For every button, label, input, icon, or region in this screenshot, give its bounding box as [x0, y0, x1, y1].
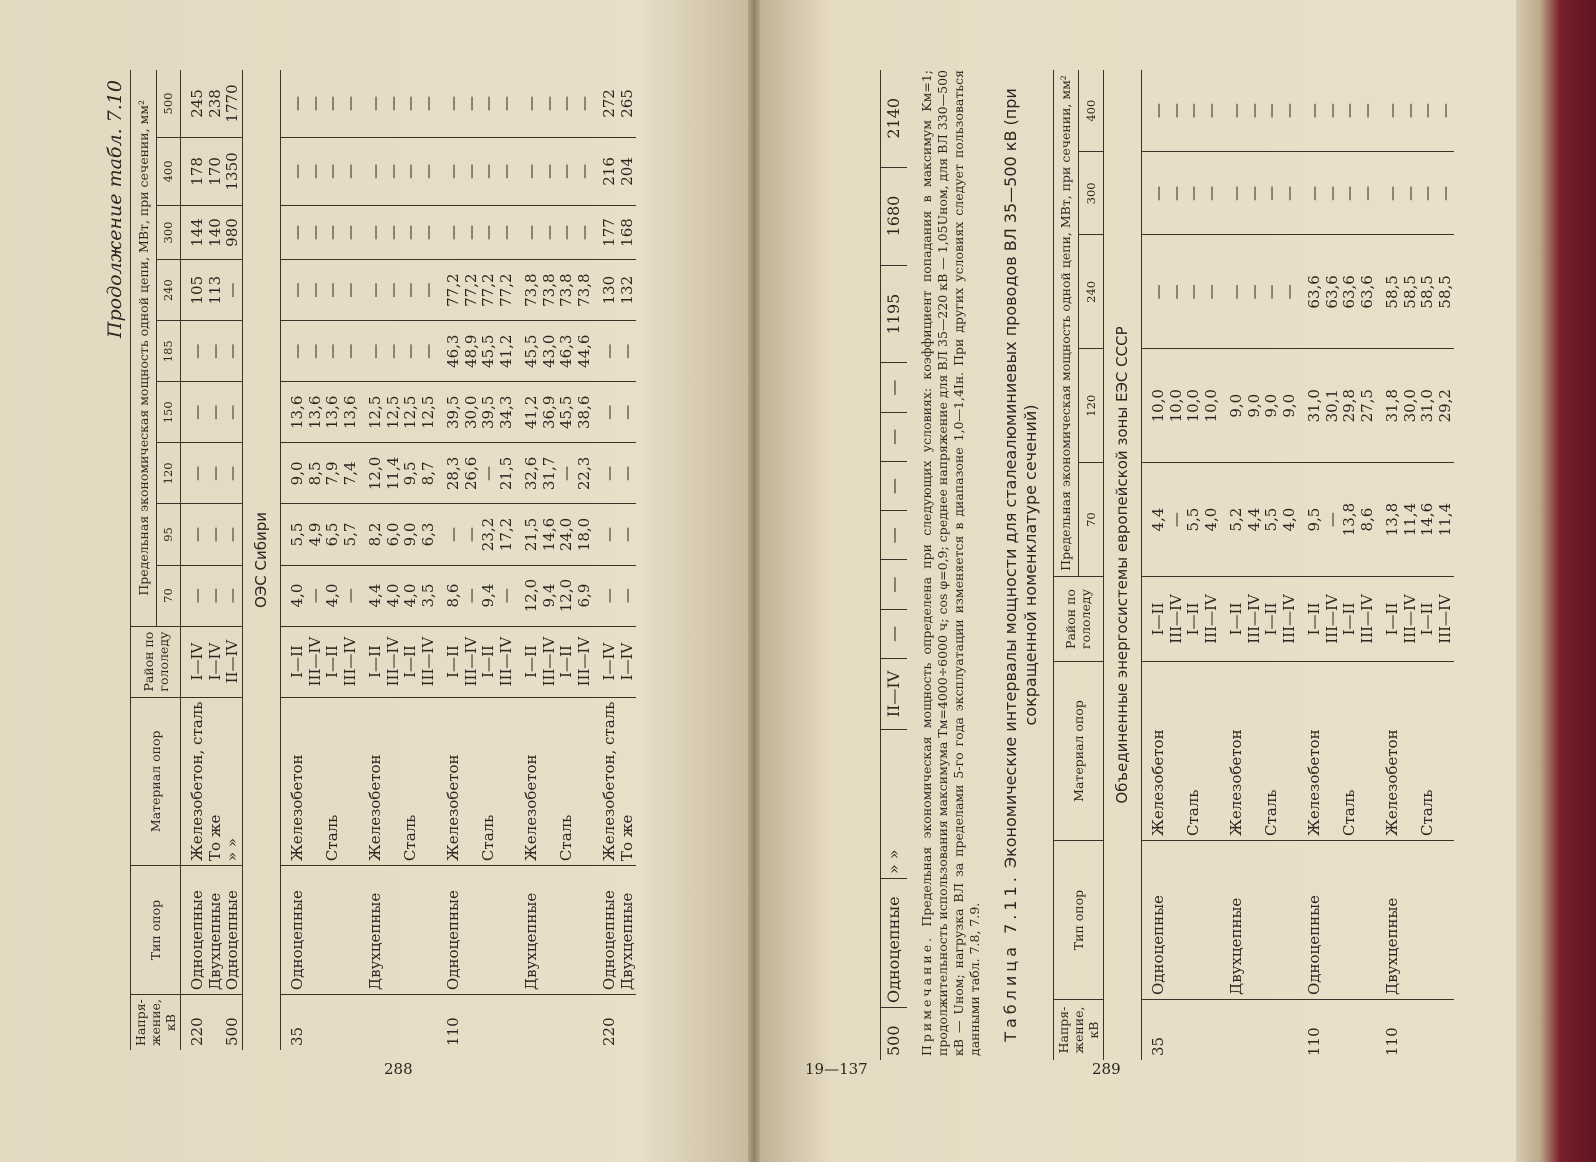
cell-material: Железобетон Сталь: [1376, 662, 1454, 841]
table-7-10-end: [880, 70, 907, 1060]
cell-material: Железобетон, сталь: [181, 697, 207, 865]
header-section-120: 120: [156, 443, 180, 504]
cell-value: 39,5 30,0 39,5 34,3: [437, 382, 515, 443]
cell-value: — —: [593, 565, 636, 626]
cell-value: — — — —: [1376, 152, 1454, 235]
cell-value: — — — —: [1376, 70, 1454, 152]
cell-value: — — — —: [359, 137, 437, 205]
cell-material: Железобетон Сталь: [515, 697, 593, 865]
cell-value: — — — —: [515, 137, 593, 205]
page-number-right: 289: [1092, 1060, 1121, 1078]
left-page-content: [100, 70, 740, 1050]
cell-value: 170: [207, 137, 225, 205]
cell-material: » »: [881, 730, 907, 879]
cell-material: То же: [207, 697, 225, 865]
cell-material: Железобетон Сталь: [437, 697, 515, 865]
header-section-95: 95: [156, 504, 180, 565]
cell-value: 12,0 9,4 12,0 6,9: [515, 565, 593, 626]
continuation-title: Продолжение табл. 7.10: [104, 80, 126, 339]
cell-type: Двухцепные: [1220, 841, 1298, 1000]
cell-value: 10,0 10,0 10,0 10,0: [1142, 349, 1221, 463]
cell-value: 272 265: [593, 70, 636, 137]
header-section-300: 300: [1079, 152, 1103, 235]
cell-value: 1350: [224, 137, 242, 205]
header-section-70: 70: [156, 565, 180, 626]
cell-value: 113: [207, 260, 225, 321]
cell-type: Одноцепные: [1298, 841, 1376, 1000]
cell-region: II—IV: [881, 659, 907, 730]
cell-value: 5,2 4,4 5,5 4,0: [1220, 463, 1298, 577]
cell-value: — — — —: [281, 260, 360, 321]
cell-voltage: 500: [881, 1008, 907, 1061]
cell-value: —: [881, 560, 907, 609]
cell-value: 13,8 11,4 14,6 11,4: [1376, 463, 1454, 577]
cell-region: I—IV: [207, 626, 225, 697]
cell-value: —: [181, 565, 207, 626]
cell-region: I—II III—IV I—II III—IV: [437, 626, 515, 697]
table-row: [207, 70, 225, 1050]
cell-voltage: 35: [1149, 1036, 1167, 1056]
cell-value: 28,3 26,6 — 21,5: [437, 443, 515, 504]
cell-value: —: [224, 321, 242, 382]
cell-value: 9,0 8,5 7,9 7,4: [281, 443, 360, 504]
cell-value: 245: [181, 70, 207, 137]
cell-value: —: [207, 321, 225, 382]
table-row-group: [281, 70, 360, 1050]
cell-type: Двухцепные: [1376, 841, 1454, 1000]
cell-value: 41,2 36,9 45,5 38,6: [515, 382, 593, 443]
cell-voltage: 110: [444, 1017, 462, 1046]
cell-value: 216 204: [593, 137, 636, 205]
cell-value: 5,5 4,9 6,5 5,7: [281, 504, 360, 565]
cell-type: Одноцепные: [281, 866, 360, 995]
cell-voltage: [515, 995, 593, 1050]
header-section-120: 120: [1079, 349, 1103, 463]
header-section-70: 70: [1079, 463, 1103, 577]
cell-value: — — — —: [359, 260, 437, 321]
right-page-content: [880, 70, 1454, 1060]
cell-type: Одноцепные: [881, 879, 907, 1008]
header-region: Район по гололеду: [131, 626, 181, 697]
cell-value: 178: [181, 137, 207, 205]
cell-value: —: [224, 443, 242, 504]
table-row-group: [1220, 70, 1298, 1060]
cell-value: —: [207, 565, 225, 626]
cell-voltage: 35: [288, 1026, 306, 1046]
header-voltage: Напря-жение, кВ: [131, 995, 181, 1050]
table-row-group: [1376, 70, 1454, 1060]
cell-value: — — — —: [359, 70, 437, 137]
cell-region: I—IV I—IV: [593, 626, 636, 697]
cell-type: Одноцепные Двухцепные: [593, 866, 636, 995]
cell-value: — — — —: [1298, 152, 1376, 235]
cell-region: II—IV: [224, 626, 242, 697]
header-section-240: 240: [156, 260, 180, 321]
cell-value: 21,5 14,6 24,0 18,0: [515, 504, 593, 565]
cell-value: —: [881, 511, 907, 560]
cell-type: Одноцепные: [181, 866, 207, 995]
cell-type: Двухцепные: [207, 866, 225, 995]
cell-value: — — — —: [1142, 70, 1221, 152]
header-type: Тип опор: [131, 866, 181, 995]
cell-value: 1770: [224, 70, 242, 137]
cell-value: 105: [181, 260, 207, 321]
cell-value: 980: [224, 205, 242, 259]
cell-value: 45,5 43,0 46,3 44,6: [515, 321, 593, 382]
header-section-240: 240: [1079, 235, 1103, 349]
cell-material: Железобетон Сталь: [1220, 662, 1298, 841]
header-section-150: 150: [156, 382, 180, 443]
cell-value: 130 132: [593, 260, 636, 321]
table-note: [919, 70, 983, 1060]
cell-value: 4,4 — 5,5 4,0: [1142, 463, 1221, 577]
cell-region: I—II III—IV I—II III—IV: [515, 626, 593, 697]
cell-value: — — — —: [437, 205, 515, 259]
cell-value: — —: [593, 443, 636, 504]
header-power-group: Предельная экономическая мощность одной цепи, МВт, при сечении, мм²: [1053, 70, 1079, 577]
table-row: [881, 70, 907, 1060]
table-row-group: [593, 70, 636, 1050]
cell-value: —: [224, 504, 242, 565]
section-row: [242, 70, 281, 1050]
cell-value: — — — —: [515, 70, 593, 137]
cell-voltage: 110: [1305, 1027, 1323, 1056]
cell-value: — — — —: [515, 205, 593, 259]
cell-value: — — — —: [359, 321, 437, 382]
cell-value: —: [881, 462, 907, 511]
page-number-left: 288: [384, 1060, 413, 1078]
section-label: Объединенные энергосистемы европейской зоны ЕЭС СССР: [1103, 70, 1142, 1060]
table-7-10-continued: [130, 70, 636, 1050]
cell-value: 1680: [881, 167, 907, 265]
cell-value: — — — —: [1220, 152, 1298, 235]
table-row: [181, 70, 207, 1050]
cell-value: — —: [593, 321, 636, 382]
cell-value: 73,8 73,8 73,8 73,8: [515, 260, 593, 321]
cell-value: — — — —: [359, 205, 437, 259]
note-text: Предельная экономическая мощность определена при следующих условиях: коэффициент попадания в максимум Kм=1; продолжительность использования максимума Tм=4000÷6000 ч; cos φ=0,9; среднее напряжение для ВЛ 35—220 кВ — 1,05Uном, для ВЛ 330—500 кВ — Uном; нагрузка ВЛ за пределами 5-го года эксплуатации изменяется в диапазоне 1,0—1,4Iн. При других условиях следует пользоваться данными табл. 7.8, 7.9.: [918, 70, 982, 1056]
cell-value: — —: [593, 504, 636, 565]
cell-value: 4,4 4,0 4,0 3,5: [359, 565, 437, 626]
cell-value: 9,0 9,0 9,0 9,0: [1220, 349, 1298, 463]
cell-material: Железобетон, сталь То же: [593, 697, 636, 865]
section-label: ОЭС Сибири: [242, 70, 281, 1050]
cell-value: —: [207, 382, 225, 443]
header-material: Материал опор: [1053, 662, 1103, 841]
book-gutter: [748, 0, 760, 1162]
cell-value: 12,0 11,4 9,5 8,7: [359, 443, 437, 504]
cell-value: 12,5 12,5 12,5 12,5: [359, 382, 437, 443]
cell-value: —: [224, 565, 242, 626]
cell-value: 58,5 58,5 58,5 58,5: [1376, 235, 1454, 349]
header-type: Тип опор: [1053, 841, 1103, 1000]
cell-voltage: 220: [600, 1017, 618, 1046]
right-groups: [1142, 70, 1455, 1060]
cell-voltage: [1220, 1000, 1298, 1061]
cell-value: — — — —: [1142, 152, 1221, 235]
cell-value: — — — —: [437, 70, 515, 137]
cell-value: 13,6 13,6 13,6 13,6: [281, 382, 360, 443]
header-section-300: 300: [156, 205, 180, 259]
table-7-11-title: [1001, 70, 1041, 1060]
cell-value: 32,6 31,7 — 22,3: [515, 443, 593, 504]
header-section-185: 185: [156, 321, 180, 382]
note-label: Примечание.: [918, 934, 934, 1056]
cell-region: I—II III—IV I—II III—IV: [359, 626, 437, 697]
cell-value: — —: [593, 382, 636, 443]
cell-value: —: [181, 382, 207, 443]
cell-material: Железобетон Сталь: [1298, 662, 1376, 841]
table-row-group: [515, 70, 593, 1050]
header-section-500: 500: [156, 70, 180, 137]
cell-voltage: [207, 995, 225, 1050]
cell-value: —: [224, 382, 242, 443]
cell-value: — — — —: [1298, 70, 1376, 152]
cell-value: 144: [181, 205, 207, 259]
cell-voltage: 110: [1383, 1027, 1401, 1056]
cell-type: Двухцепные: [515, 866, 593, 995]
cell-value: 77,2 77,2 77,2 77,2: [437, 260, 515, 321]
cell-value: —: [881, 363, 907, 412]
cell-value: 177 168: [593, 205, 636, 259]
cell-value: —: [881, 412, 907, 461]
cell-value: —: [181, 321, 207, 382]
cell-value: —: [207, 504, 225, 565]
signature-mark: 19—137: [805, 1060, 868, 1078]
cell-type: Двухцепные: [359, 866, 437, 995]
cell-value: — — — —: [281, 137, 360, 205]
cell-value: — — — —: [281, 70, 360, 137]
header-material: Материал опор: [131, 697, 181, 865]
header-region: Район по гололеду: [1053, 577, 1103, 662]
cell-material: Железобетон Сталь: [359, 697, 437, 865]
cell-value: 46,3 48,9 45,5 41,2: [437, 321, 515, 382]
cell-region: I—II III—IV I—II III—IV: [1142, 577, 1221, 662]
cell-value: — — — —: [281, 321, 360, 382]
cell-value: 8,6 — 9,4 —: [437, 565, 515, 626]
cell-value: —: [207, 443, 225, 504]
table-row-group: [437, 70, 515, 1050]
cell-value: 31,8 30,0 31,0 29,2: [1376, 349, 1454, 463]
cell-value: — — — —: [1220, 70, 1298, 152]
cell-value: 4,0 — 4,0 —: [281, 565, 360, 626]
cell-region: I—II III—IV I—II III—IV: [1298, 577, 1376, 662]
cell-value: 63,6 63,6 63,6 63,6: [1298, 235, 1376, 349]
table-row-group: [1142, 70, 1221, 1060]
header-section-400: 400: [1079, 70, 1103, 152]
header-voltage: Напря-жение, кВ: [1053, 1000, 1103, 1061]
cell-value: 140: [207, 205, 225, 259]
header-section-400: 400: [156, 137, 180, 205]
cell-value: — — 23,2 17,2: [437, 504, 515, 565]
table-row-group: [359, 70, 437, 1050]
cell-region: I—II III—IV I—II III—IV: [1220, 577, 1298, 662]
cell-value: — — — —: [1220, 235, 1298, 349]
cell-value: —: [181, 443, 207, 504]
cell-type: Одноцепные: [224, 866, 242, 995]
cell-region: I—II III—IV I—II III—IV: [1376, 577, 1454, 662]
cell-value: — — — —: [1142, 235, 1221, 349]
cell-value: — — — —: [437, 137, 515, 205]
cell-value: 2140: [881, 70, 907, 167]
table-row-group: [1298, 70, 1376, 1060]
cell-material: Железобетон Сталь: [281, 697, 360, 865]
cell-value: 8,2 6,0 9,0 6,3: [359, 504, 437, 565]
cell-region: I—II III—IV I—II III—IV: [281, 626, 360, 697]
table-title-text: Экономические интервалы мощности для сталеалюминиевых проводов ВЛ 35—500 кВ (при сокращенной номенклатуре сечений): [1000, 88, 1040, 869]
cell-value: — — — —: [281, 205, 360, 259]
cell-region: I—IV: [181, 626, 207, 697]
table-7-11: [1053, 70, 1455, 1060]
cell-value: —: [224, 260, 242, 321]
section-row: [1103, 70, 1142, 1060]
cell-value: 238: [207, 70, 225, 137]
cell-value: 31,0 30,1 29,8 27,5: [1298, 349, 1376, 463]
cell-value: —: [181, 504, 207, 565]
cell-value: 1195: [881, 265, 907, 363]
cell-voltage: 220: [188, 1017, 206, 1046]
book-edge: [1516, 0, 1596, 1162]
left-groups: [281, 70, 637, 1050]
header-power-group: Предельная экономическая мощность одной цепи, МВт, при сечении, мм²: [131, 70, 157, 626]
cell-type: Одноцепные: [437, 866, 515, 995]
cell-voltage: 500: [223, 1017, 241, 1046]
cell-type: Одноцепные: [1142, 841, 1221, 1000]
table-label: Таблица 7.11.: [1000, 873, 1020, 1042]
cell-material: » »: [224, 697, 242, 865]
cell-value: 9,5 — 13,8 8,6: [1298, 463, 1376, 577]
cell-voltage: [359, 995, 437, 1050]
cell-value: —: [881, 609, 907, 658]
cell-material: Железобетон Сталь: [1142, 662, 1221, 841]
table-row: [224, 70, 242, 1050]
